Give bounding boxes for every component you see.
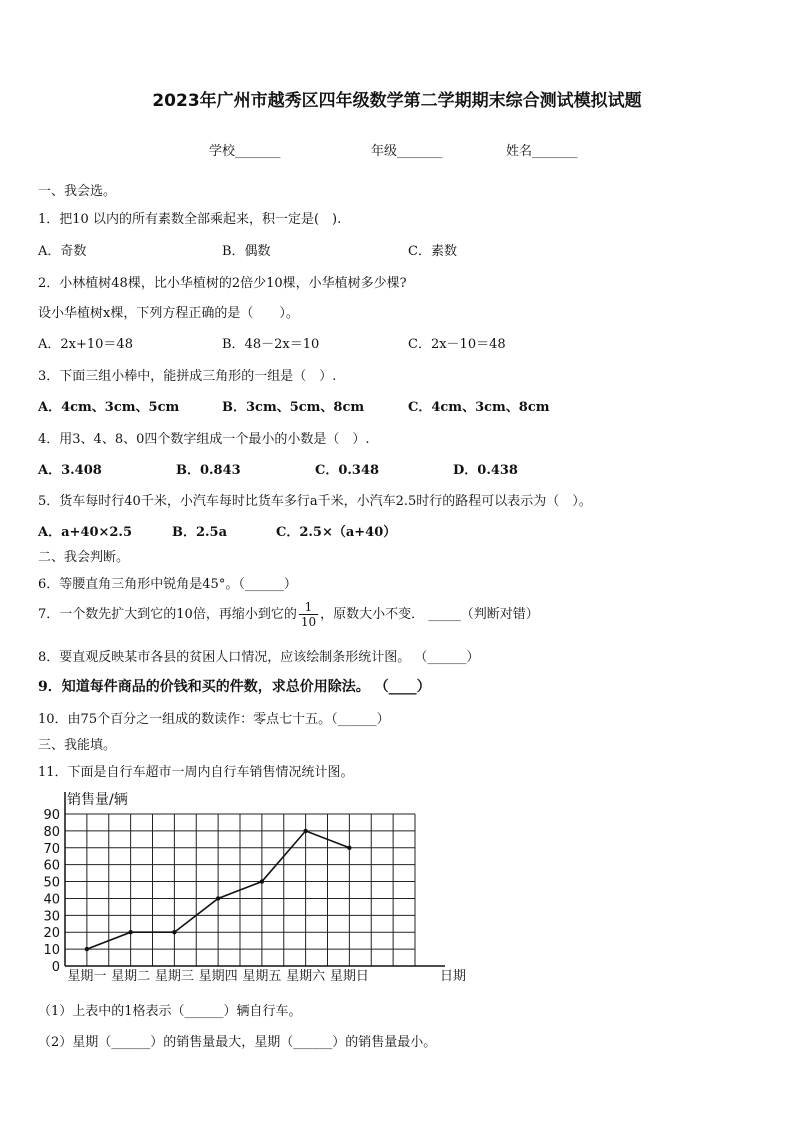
q1-option-a: A．奇数 [38,244,87,259]
y-tick-label: 90 [43,808,60,823]
x-axis-label: 日期 [439,969,467,984]
q4-option-b: B．0.843 [176,463,241,478]
q3-text: 3．下面三组小棒中，能拼成三角形的一组是（ ）. [38,369,337,384]
q1-text: 1．把10 以内的所有素数全部乘起来，积一定是( ). [38,212,342,227]
y-tick-label: 60 [43,858,60,874]
q7-fraction-numerator: 1 [299,600,318,615]
y-tick-label: 10 [43,943,60,959]
y-tick-label: 70 [43,841,60,857]
x-tick-label: 星期六 [286,969,326,984]
q3-option-b: B．3cm、5cm、8cm [222,400,365,415]
data-point [347,846,351,850]
q5-text: 5．货车每时行40千米，小汽车每时比货车多行a千米，小汽车2.5时行的路程可以表示为（ ）。 [38,494,592,509]
sales-line-chart [30,784,480,984]
x-tick-label: 星期日 [329,969,369,984]
q2-option-c: C．2x－10＝48 [408,337,506,352]
q7-fraction [299,600,318,629]
y-tick-label: 40 [43,892,60,908]
q4-option-c: C．0.348 [315,463,380,478]
q5-option-c: C．2.5×（a+40） [276,525,397,540]
q2-text-2: 设小华植树x棵，下列方程正确的是（ ）。 [38,306,299,321]
data-point [128,930,132,934]
section-3-heading: 三、我能填。 [38,738,117,753]
q11-sub-2: （2）星期（______）的销售量最大，星期（______）的销售量最小。 [38,1035,437,1050]
data-point [172,930,176,934]
q1-option-c: C．素数 [408,244,457,259]
y-tick-label: 80 [43,824,60,840]
data-point [85,947,89,951]
data-point [303,829,307,833]
school-field: 学校_______ [209,144,281,159]
q4-option-d: D．0.438 [453,463,518,478]
q7-fraction-denominator: 10 [300,615,317,629]
q11-text: 11．下面是自行车超市一周内自行车销售情况统计图。 [38,765,354,780]
q5-option-b: B．2.5a [172,525,228,540]
y-axis-label: 销售量/辆 [67,792,128,808]
y-tick-label: 50 [43,875,60,891]
q7-pre: 7．一个数先扩大到它的10倍，再缩小到它的 [38,607,297,622]
q2-option-b: B．48－2x＝10 [222,337,320,352]
x-tick-label: 星期三 [154,969,194,984]
name-field: 姓名_______ [506,144,578,159]
section-2-heading: 二、我会判断。 [38,550,130,565]
q2-option-a: A．2x+10＝48 [38,337,133,352]
x-tick-label: 星期二 [111,969,151,984]
q3-option-a: A．4cm、3cm、5cm [38,400,180,415]
y-tick-label: 30 [43,909,60,925]
q2-text: 2．小林植树48棵，比小华植树的2倍少10棵，小华植树多少棵? [38,276,407,291]
q9-text: 9．知道每件商品的价钱和买的件数，求总价用除法。 （____） [38,679,431,695]
q11-sub-1: （1）上表中的1格表示（______）辆自行车。 [38,1004,302,1019]
q4-text: 4．用3、4、8、0四个数字组成一个最小的小数是（ ）. [38,432,370,447]
section-1-heading: 一、我会选。 [38,184,117,199]
q5-option-a: A．a+40×2.5 [38,525,133,540]
q4-option-a: A．3.408 [38,463,102,478]
q6-text: 6．等腰直角三角形中锐角是45°。（______） [38,577,297,592]
q7-text [38,600,539,629]
x-tick-label: 星期五 [242,969,282,984]
y-tick-label: 0 [51,960,60,975]
data-point [260,879,264,883]
page-title: 2023年广州市越秀区四年级数学第二学期期末综合测试模拟试题 [152,91,642,111]
q7-post: ，原数大小不变． _____（判断对错） [320,607,539,622]
data-point [216,896,220,900]
y-tick-label: 20 [43,926,60,942]
x-tick-label: 星期四 [198,969,238,984]
q1-option-b: B．偶数 [222,244,271,259]
x-tick-label: 星期一 [67,969,107,984]
q3-option-c: C．4cm、3cm、8cm [408,400,550,415]
grade-field: 年级_______ [371,144,443,159]
q8-text: 8．要直观反映某市各县的贫困人口情况，应该绘制条形统计图。 （______） [38,650,480,665]
q10-text: 10．由75个百分之一组成的数读作：零点七十五。（______） [38,712,390,727]
